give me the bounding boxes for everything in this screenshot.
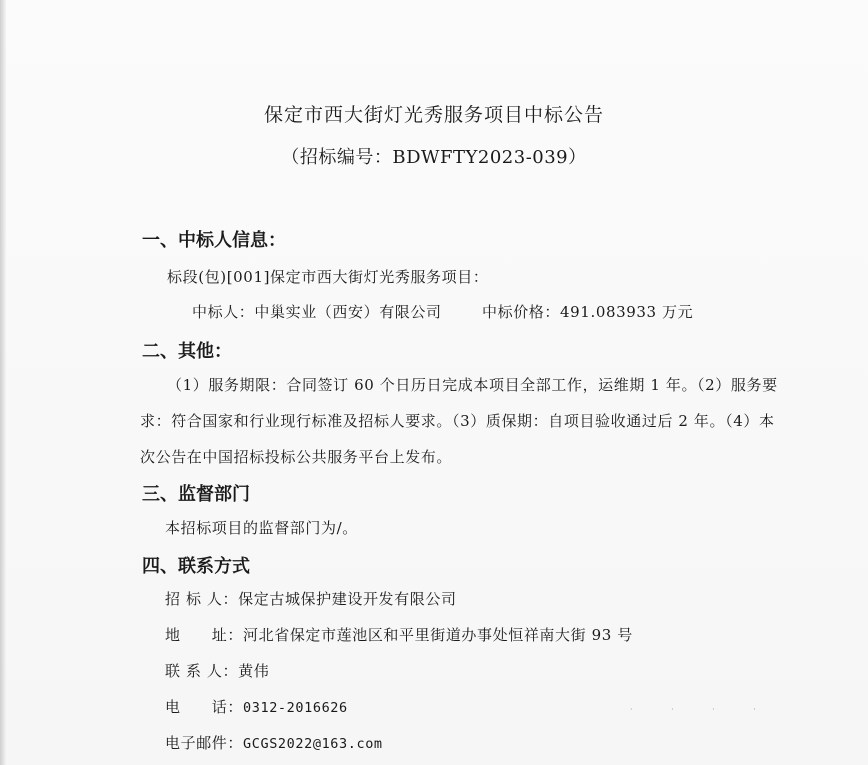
price-label: 中标价格： (482, 303, 561, 321)
phone-value: 0312-2016626 (243, 700, 348, 716)
contact-address-row (165, 624, 633, 645)
price-row (482, 301, 693, 322)
email-label: 电子邮件： (165, 734, 244, 752)
section-supervision-heading: 三、监督部门 (142, 484, 250, 505)
winner-label: 中标人： (192, 303, 255, 321)
contact-tenderer-row (165, 588, 457, 609)
email-value: GCGS2022@163.com (243, 736, 383, 752)
price-value: 491.083933 万元 (560, 303, 694, 321)
section-other-heading: 二、其他： (142, 341, 232, 362)
contact-email-row (165, 732, 383, 753)
document-title: 保定市西大街灯光秀服务项目中标公告 (263, 104, 604, 126)
tender-number: （招标编号：BDWFTY2023-039） (281, 147, 587, 168)
tenderer-label: 招 标 人： (165, 590, 239, 608)
section-contact-heading: 四、联系方式 (142, 556, 250, 577)
other-text-line-2: 求：符合国家和行业现行标准及招标人要求。（3）质保期：自项目验收通过后 2 年。（4）本 (140, 412, 775, 430)
person-label: 联 系 人： (165, 662, 239, 680)
section-winner-heading: 一、中标人信息： (142, 230, 286, 251)
tenderer-value: 保定古城保护建设开发有限公司 (238, 590, 457, 608)
other-text-line-3: 次公告在中国招标投标公共服务平台上发布。 (140, 448, 453, 466)
other-text-line-1: （1）服务期限：合同签订 60 个日历日完成本项目全部工作，运维期 1 年。（2）服务要 (167, 376, 778, 394)
phone-label: 电 话： (165, 698, 244, 716)
supervision-text: 本招标项目的监督部门为/。 (165, 519, 358, 537)
winner-row (192, 301, 442, 322)
winner-name: 中巢实业（西安）有限公司 (254, 303, 442, 321)
scan-specks-decoration: · · · · (630, 705, 774, 714)
lot-line: 标段(包)[001]保定市西大街灯光秀服务项目： (167, 268, 489, 286)
contact-person-row (165, 660, 269, 681)
person-value: 黄伟 (238, 662, 270, 680)
address-label: 地 址： (165, 626, 244, 644)
contact-phone-row (165, 696, 348, 717)
address-value: 河北省保定市莲池区和平里街道办事处恒祥南大街 93 号 (243, 626, 633, 644)
